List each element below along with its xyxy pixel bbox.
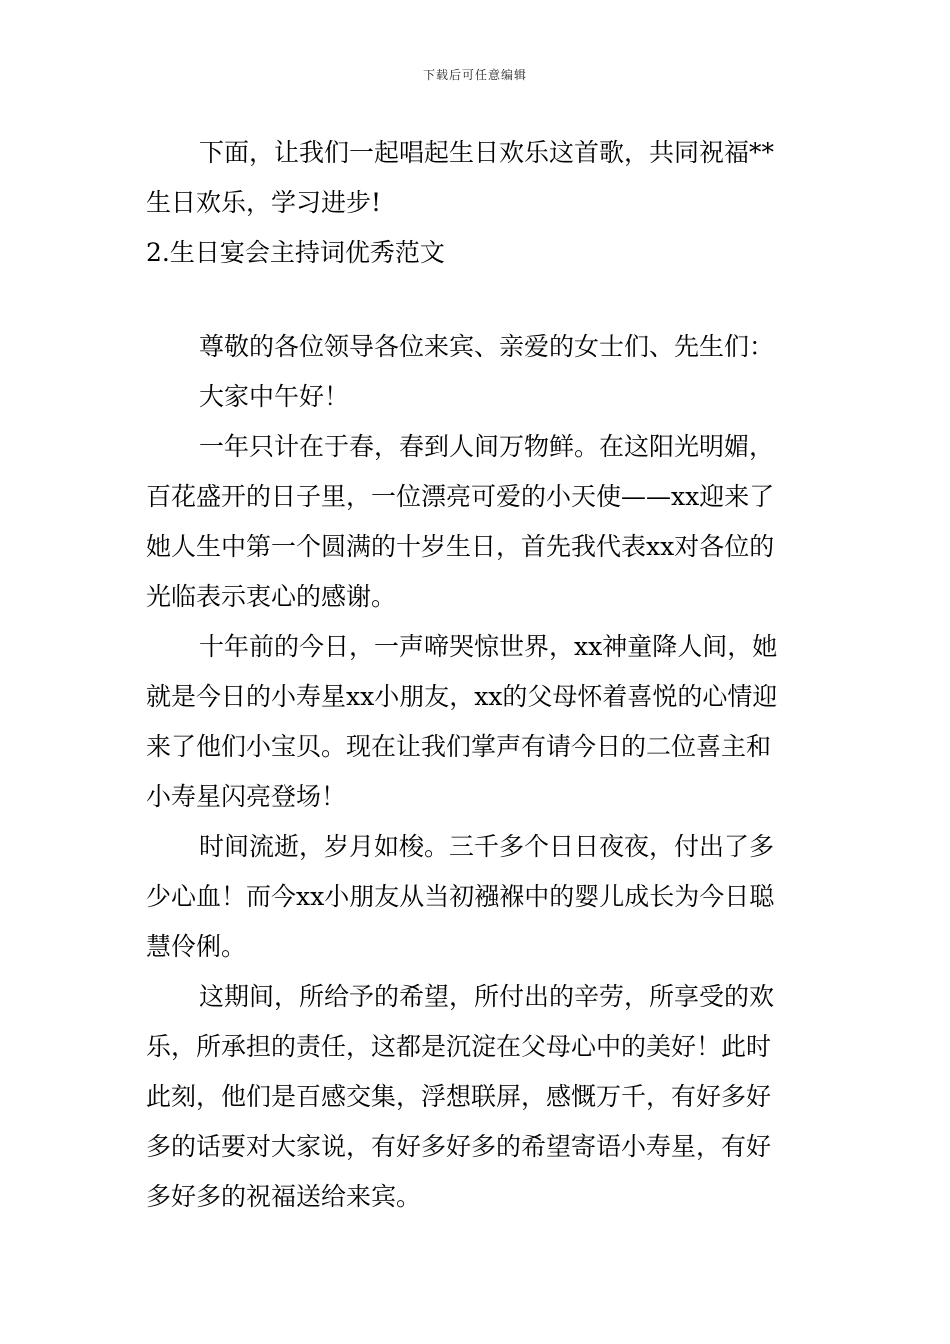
paragraph-line: 就是今日的小寿星xx小朋友，xx的父母怀着喜悦的心情迎 <box>146 682 778 711</box>
paragraph-line: 她人生中第一个圆满的十岁生日，首先我代表xx对各位的 <box>146 532 775 561</box>
header-note: 下载后可任意编辑 <box>422 68 527 82</box>
section-heading: 2.生日宴会主持词优秀范文 <box>146 238 445 267</box>
paragraph-line: 乐，所承担的责任，这都是沉淀在父母心中的美好！此时 <box>146 1032 772 1061</box>
paragraph-line: 来了他们小宝贝。现在让我们掌声有请今日的二位喜主和 <box>146 732 772 761</box>
paragraph-line: 十年前的今日，一声啼哭惊世界，xx神童降人间，她 <box>199 632 778 661</box>
document-body <box>146 128 808 1222</box>
paragraph-line: 生日欢乐，学习进步! <box>146 188 382 217</box>
paragraph-line: 时间流逝，岁月如梭。三千多个日日夜夜，付出了多 <box>199 832 775 861</box>
paragraph-line: 一年只计在于春，春到人间万物鲜。在这阳光明媚， <box>199 432 775 461</box>
salutation: 尊敬的各位领导各位来宾、亲爱的女士们、先生们： <box>199 332 775 361</box>
paragraph-line: 此刻，他们是百感交集，浮想联屏，感慨万千，有好多好 <box>146 1082 772 1111</box>
paragraph-line: 下面，让我们一起唱起生日欢乐这首歌，共同祝福** <box>199 138 775 167</box>
paragraph-line: 慧伶俐。 <box>146 932 247 961</box>
paragraph-line: 少心血！而今xx小朋友从当初襁褓中的婴儿成长为今日聪 <box>146 882 775 911</box>
greeting: 大家中午好！ <box>199 382 350 411</box>
paragraph-line: 光临表示衷心的感谢。 <box>146 582 397 611</box>
paragraph-line: 小寿星闪亮登场！ <box>146 782 347 811</box>
paragraph-line: 多好多的祝福送给来宾。 <box>146 1182 422 1211</box>
paragraph-line: 百花盛开的日子里，一位漂亮可爱的小天使——xx迎来了 <box>146 482 775 511</box>
paragraph-line: 多的话要对大家说，有好多好多的希望寄语小寿星，有好 <box>146 1132 772 1161</box>
blank-spacer <box>146 278 808 322</box>
paragraph-line: 这期间，所给予的希望，所付出的辛劳，所享受的欢 <box>199 982 775 1011</box>
